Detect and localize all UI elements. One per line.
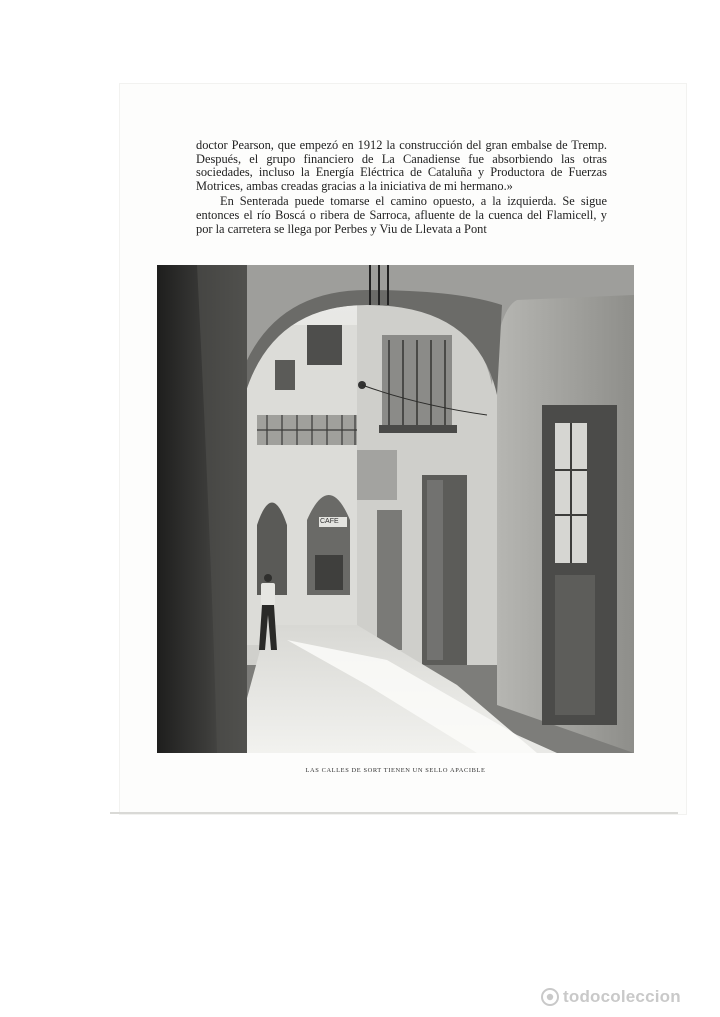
paragraph-2: En Senterada puede tomarse el camino opuesto, a la izquierda. Se sigue entonces el río Boscá o ribera de Sarroca, afluente de la cuenca del Flamicell, y por la carretera se llega por Perbes y Viu de Llevata a Pont [196,194,607,236]
todocoleccion-logo-icon [541,988,559,1006]
paragraph-1: doctor Pearson, que empezó en 1912 la construcción del gran embalse de Tremp. Después, el grupo financiero de La Canadiense fue absorbiendo las otras sociedades, incluso la Energía Eléctrica de Cataluña y Productora de Fuerzas Motrices, ambas creadas gracias a la iniciativa de mi hermano.» [196,138,607,193]
watermark [541,985,681,1009]
cafe-sign: CAFE [320,518,339,525]
photo-caption: LAS CALLES DE SORT TIENEN UN SELLO APACIBLE [305,767,486,774]
page-edge-shadow [110,812,678,814]
watermark-text: todocoleccion [563,987,681,1006]
body-text [196,139,607,236]
street-photograph [157,265,634,753]
